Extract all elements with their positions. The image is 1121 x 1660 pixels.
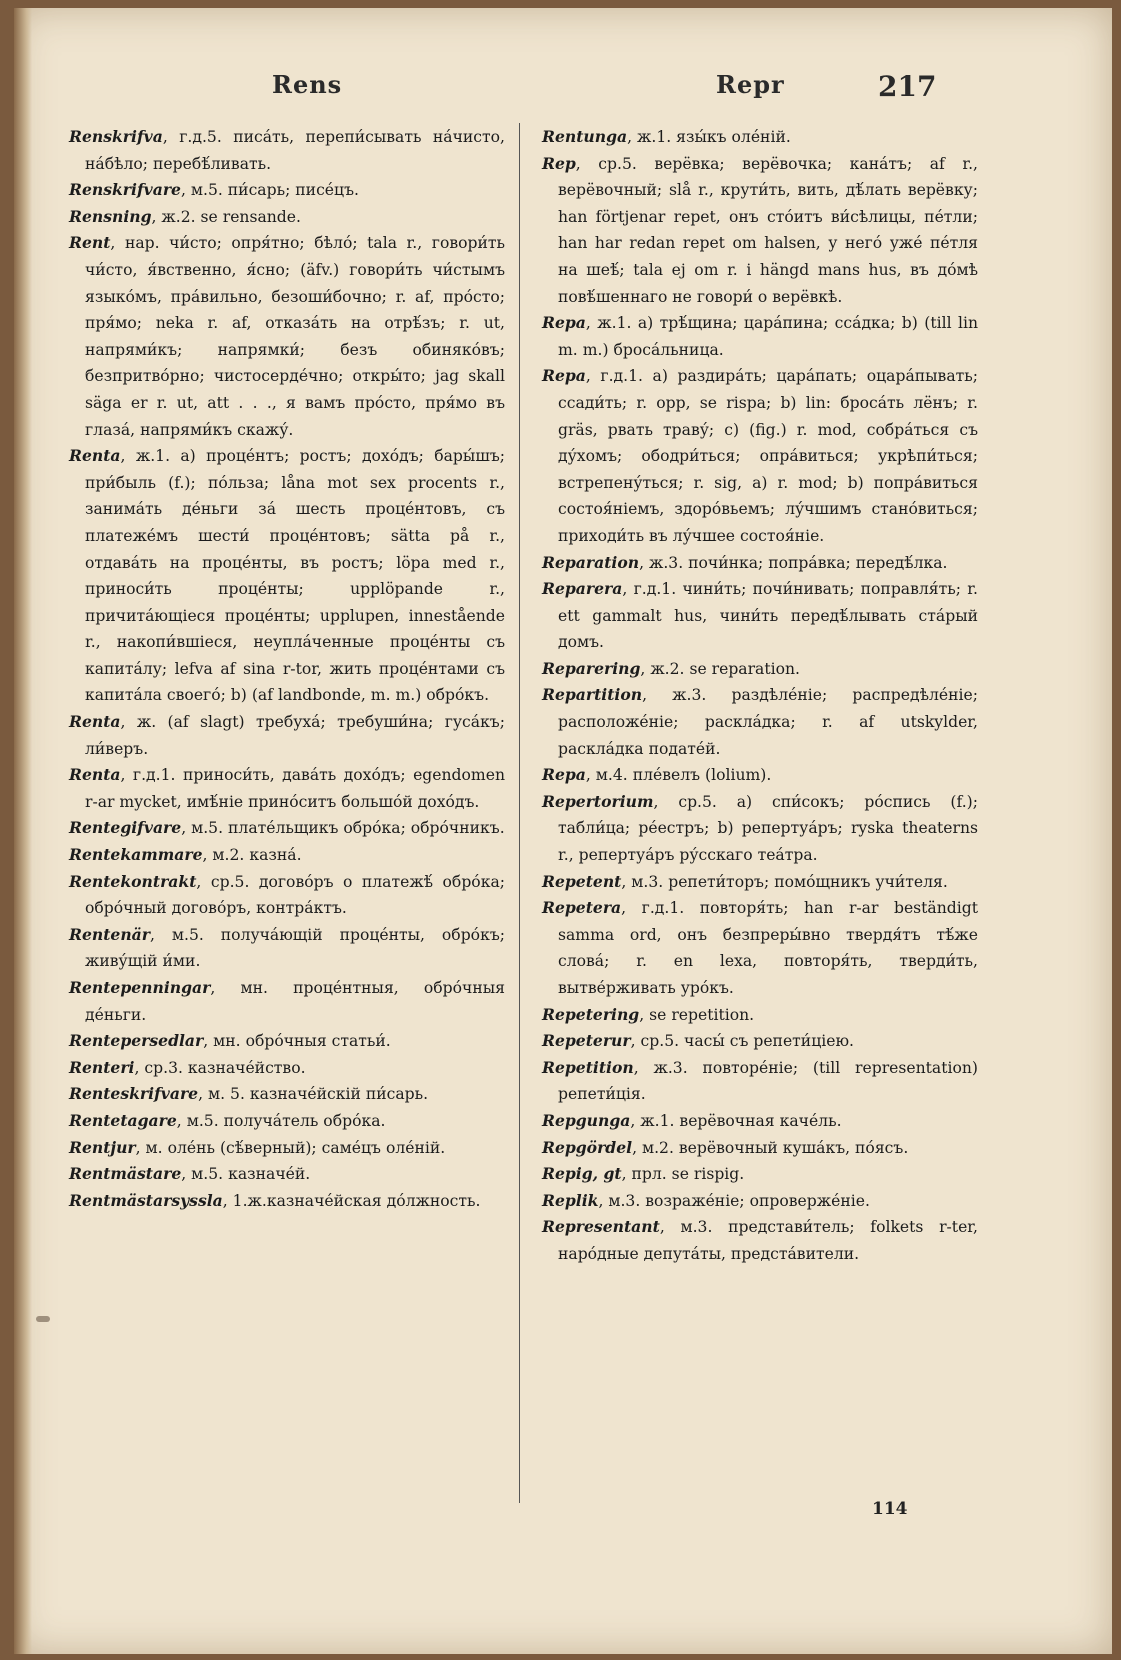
dictionary-entry [69,1028,505,1055]
dictionary-entry [69,762,505,815]
entry-headword: Rentenär [69,924,150,944]
dictionary-entry [69,1135,505,1162]
dictionary-entry [542,789,978,869]
dictionary-entry [542,1135,978,1162]
dictionary-entry [542,1002,978,1029]
dictionary-entry [69,709,505,762]
entry-headword: Repig, gt [542,1164,622,1184]
entry-definition: , ж.2. se rensande. [151,207,301,226]
dictionary-entry [542,1055,978,1108]
entry-headword: Rentunga [542,127,628,146]
entry-headword: Repa [542,366,586,386]
entry-definition: , ж.1. a) трѣ́щина; цара́пина; сса́дка; b) (till lin m. m.) броса́льница. [558,314,978,359]
entry-headword: Renta [69,712,121,732]
entry-definition: , м.2. казна́. [202,846,302,865]
entry-definition: , мн. проце́нтныя, обро́чныя де́ньги. [85,979,505,1024]
dictionary-entry [69,230,505,443]
entry-definition: , ср.5. догово́ръ о платежѣ́ обро́ка; обро́чный догово́ръ, контра́ктъ. [85,872,505,918]
entry-headword: Repetent [542,871,622,891]
entry-headword: Repartition [542,685,643,705]
entry-headword: Rentepenningar [69,978,211,997]
entry-definition: , se repetition. [639,1005,755,1024]
entry-definition: , нар. чи́сто; опря́тно; бѣло́; tala r., говори́ть чи́сто, я́вственно, я́сно; (äfv.) говори́ть чи́стымъ языко́мъ, пра́вильно, безоши́бочно; r. af, про́сто; пря́мо; neka r. af, отказа́ть на отрѣ́зъ; r. ut, напрями́къ; напрямки́; безъ обиняко́въ; безпритво́рно; чистосерде́чно; откры́то; jag skall säga er r. ut, att . . ., я вамъ про́сто, пря́мо въ глаза́, напрями́къ скажу́. [85,234,505,439]
entry-headword: Replik [542,1190,599,1210]
entry-definition: , г.д.1. чини́ть; почи́нивать; поправля́ть; r. ett gammalt hus, чини́ть передѣ́лывать ста́рый домъ. [558,580,978,652]
page-number: 217 [878,70,937,103]
dictionary-entry [542,1028,978,1055]
entry-headword: Rep [542,153,576,173]
entry-headword: Repgördel [542,1137,633,1157]
entry-headword: Rentegifvare [69,818,182,838]
dictionary-entry [69,842,505,869]
dictionary-entry [542,1108,978,1135]
column-rule [519,123,520,1503]
dictionary-entry [542,656,978,683]
dictionary-entry [542,869,978,896]
entry-headword: Rensning [69,206,152,226]
entry-definition: , м.5. казначе́й. [181,1165,311,1184]
entry-definition: , ж.1. a) проце́нтъ; ростъ; дохо́дъ; бары́шъ; при́быль (f.); по́льза; låna mot sex procents r., занима́ть де́ньги за́ шесть проце́нтовъ, съ платеже́мъ шести́ проце́нтовъ; sätta på r., отдава́ть на проце́нты, въ ростъ; löpa med r., приноси́ть проце́нты; upplöpande r., причита́ющіеся проце́нты; upplupen, innestående r., накопи́вшіеся, неупла́ченные проце́нты съ капита́лу; lefva af sina r-tor, жить проце́нтами съ капита́ла своего́; b) (af landbonde, m. m.) обро́къ. [85,447,505,705]
entry-definition: , м.2. верёвочный куша́къ, по́ясъ. [632,1138,909,1157]
dictionary-entry [69,1081,505,1108]
dictionary-entry [69,869,505,922]
entry-headword: Reparation [542,552,640,572]
dictionary-entry [69,1188,505,1215]
running-head-left: Rens [272,70,343,99]
entry-definition: , ж.3. повторе́ніе; (till representation) репети́ція. [558,1058,978,1104]
entry-definition: , ж. (af slagt) требуха́; требуши́на; гуса́къ; ли́веръ. [85,713,505,758]
entry-headword: Rent [69,233,111,253]
entry-definition: , г.д.1. повторя́ть; han r-ar beständigt samma ord, онъ безпреры́вно твердя́тъ тѣ́же слова́; r. en lexa, повторя́ть, тверди́ть, вытве́рживать уро́къ. [558,899,978,997]
dictionary-entry [542,1214,978,1267]
dictionary-entry [69,922,505,975]
dictionary-entry [69,443,505,709]
dictionary-entry [542,762,978,789]
entry-definition: , м.3. репети́торъ; помо́щникъ учи́теля. [621,872,948,891]
entry-headword: Rentepersedlar [69,1031,204,1051]
dictionary-entry [69,815,505,842]
dictionary-entry [542,682,978,762]
entry-headword: Repa [542,313,586,333]
dictionary-entry [542,895,978,1001]
dictionary-entry [542,550,978,577]
entry-definition: , ср.3. казначе́йство. [134,1058,306,1077]
entry-headword: Renta [69,446,121,466]
entry-headword: Renteri [69,1057,135,1077]
entry-headword: Reparering [542,658,641,678]
dictionary-entry [69,177,505,204]
entry-headword: Repa [542,765,586,785]
entry-definition: , прл. se rispig. [621,1165,745,1184]
dictionary-entry [69,124,505,177]
dictionary-entry [542,151,978,311]
entry-headword: Renta [69,765,121,785]
entry-definition: , м.3. представи́тель; folkets r-ter, наро́дные депута́ты, предста́вители. [558,1218,978,1263]
dictionary-entry [69,204,505,231]
dictionary-entry [69,1108,505,1135]
entry-headword: Repgunga [542,1110,631,1130]
entry-definition: , м.5. получа́ющій проце́нты, обро́къ; живу́щій и́ми. [85,925,505,971]
dictionary-entry [69,975,505,1028]
entry-headword: Renskrifvare [69,180,181,200]
entry-headword: Rentmästare [69,1164,182,1184]
entry-headword: Rentjur [69,1137,136,1157]
entry-definition: , ср.5. часы́ съ репети́ціею. [630,1032,854,1051]
entry-definition: , г.д.5. писа́ть, перепи́сывать на́чисто, на́бѣло; перебѣ́ливать. [85,128,505,173]
entry-headword: Rentekontrakt [69,871,197,891]
dictionary-entry [542,1161,978,1188]
entry-definition: , м.5. получа́тель обро́ка. [176,1111,386,1130]
entry-headword: Repetering [542,1004,640,1024]
dictionary-entry [69,1161,505,1188]
dictionary-entry [542,124,978,151]
entry-headword: Rentetagare [69,1110,177,1130]
entry-definition: , м. оле́нь (сѣ́верный); саме́цъ оле́ній. [135,1138,446,1157]
entry-definition: , ж.3. почи́нка; попра́вка; передѣ́лка. [639,553,948,572]
entry-headword: Renskrifva [69,127,163,146]
entry-definition: , м. 5. казначе́йскій пи́сарь. [198,1085,429,1104]
book-gutter [14,8,32,1654]
entry-definition: , м.3. возраже́ніе; опроверже́ніе. [598,1191,870,1210]
entry-headword: Renteskrifvare [69,1084,199,1104]
dictionary-entry [542,1188,978,1215]
entry-headword: Repeterur [542,1031,631,1051]
entry-definition: , г.д.1. приноси́ть, дава́ть дохо́дъ; egendomen r-ar mycket, имѣ́ніе прино́ситъ большо́й дохо́дъ. [85,766,505,811]
entry-headword: Rentekammare [69,845,203,865]
entry-definition: , ж.1. верёвочная каче́ль. [630,1111,842,1130]
dictionary-entry [542,310,978,363]
entry-definition: , м.5. пи́сарь; писе́цъ. [180,181,359,200]
entry-definition: , мн. обро́чныя статьи́. [203,1032,391,1051]
entry-definition: , ж.3. раздѣле́ніе; распредѣле́ніе; расположе́ніе; раскла́дка; r. af utskylder, раскла́дка подате́й. [558,686,978,758]
entry-headword: Repetera [542,898,622,918]
entry-definition: , ж.1. язы́къ оле́ній. [627,128,791,146]
right-column [542,124,978,1268]
entry-definition: , ср.5. верёвка; верёвочка; кана́тъ; af r., верёвочный; slå r., крути́ть, вить, дѣ́лать верёвку; han förtjenar repet, онъ сто́итъ ви́сѣлицы, пе́тли; han har redan repet om halsen, у него́ уже́ пе́тля на шеѣ́; tala ej om r. i hängd mans hus, въ до́мѣ повѣ́шеннаго не говори́ о верёвкѣ. [558,154,978,306]
ink-smudge [36,1316,50,1322]
entry-headword: Reparera [542,579,623,599]
entry-definition: , г.д.1. a) раздира́ть; цара́пать; оцара́пывать; ссади́ть; r. opp, se rispa; b) lin: броса́ть лёнъ; r. gräs, рвать траву́; c) (fig.) r. mod, собра́ться съ ду́хомъ; ободри́ться; опра́виться; укрѣпи́ться; встрепену́ться; r. sig, a) r. mod; b) попра́виться состоя́ніемъ, здоро́вьемъ; лу́чшимъ стано́виться; приходи́ть въ лу́чшее состоя́ніе. [558,367,978,545]
entry-definition: , ср.5. a) спи́сокъ; ро́спись (f.); табли́ца; ре́естръ; b) репертуа́ръ; ryska theaterns r., репертуа́ръ ру́сскаго теа́тра. [558,792,978,865]
entry-definition: , м.4. пле́велъ (lolium). [585,766,772,785]
entry-headword: Repetition [542,1057,634,1077]
running-head-right: Repr [716,70,785,99]
signature-mark: 114 [872,1499,908,1519]
dictionary-entry [69,1055,505,1082]
dictionary-page [14,8,1112,1654]
entry-definition: , м.5. плате́льщикъ обро́ка; обро́чникъ. [181,819,505,838]
left-column [69,124,505,1214]
entry-headword: Rentmästarsyssla [69,1190,223,1210]
entry-headword: Repertorium [542,791,654,811]
entry-definition: , 1.ж.казначе́йская до́лжность. [222,1191,481,1210]
dictionary-entry [542,576,978,656]
dictionary-entry [542,363,978,549]
entry-headword: Representant [542,1217,660,1237]
entry-definition: , ж.2. se reparation. [640,659,800,678]
